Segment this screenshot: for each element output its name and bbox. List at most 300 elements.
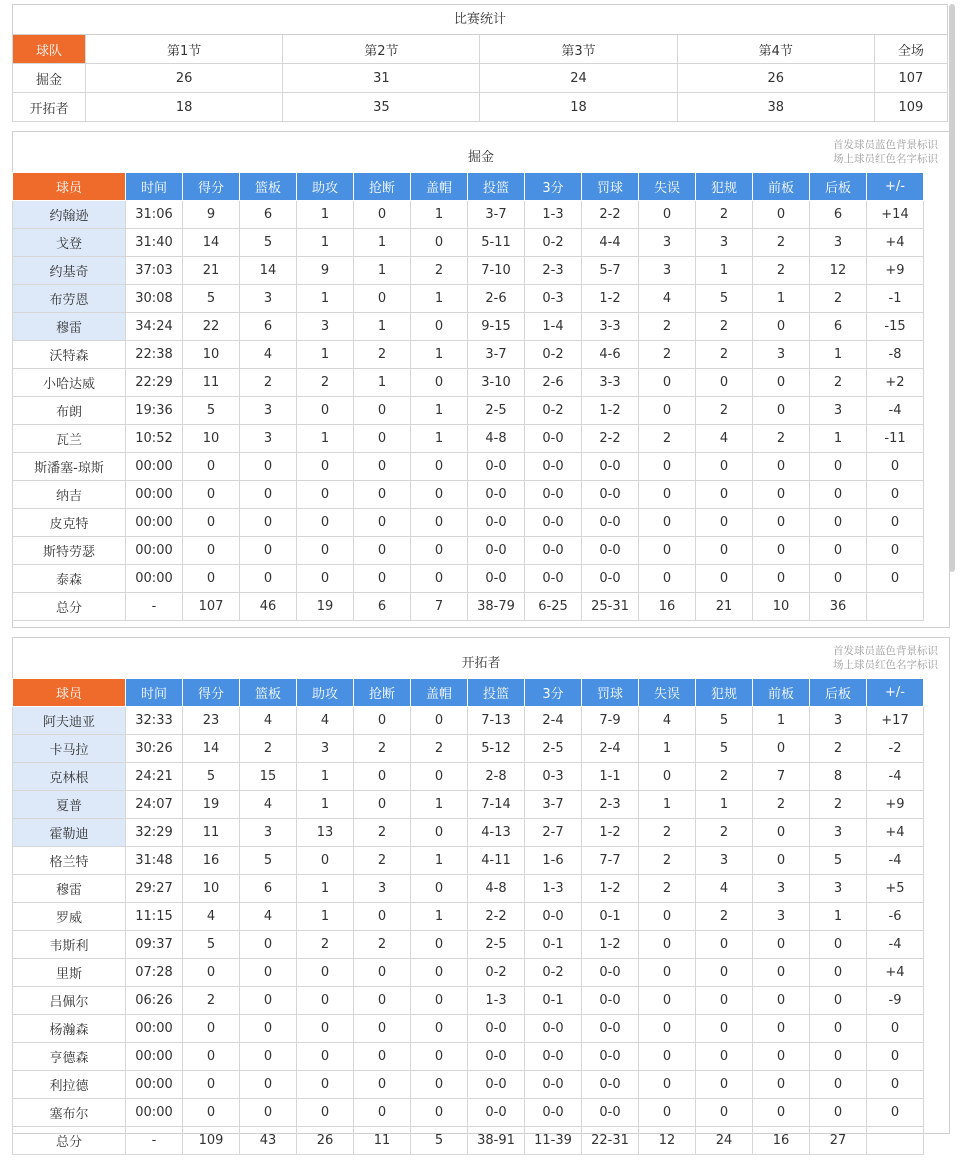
stat-offensive-rebounds: 0: [753, 369, 810, 397]
stat-minutes: 31:48: [126, 847, 183, 875]
total-rebounds: 46: [240, 593, 297, 621]
stat-plus-minus: -8: [867, 341, 924, 369]
stat-steals: 0: [354, 397, 411, 425]
stat-points: 0: [183, 959, 240, 987]
stat-offensive-rebounds: 0: [753, 959, 810, 987]
total-blocks: 5: [411, 1127, 468, 1155]
team-box-title: 开拓者: [461, 656, 501, 671]
vertical-scrollbar[interactable]: [949, 4, 955, 572]
stat-turnovers: 0: [639, 1015, 696, 1043]
stat-three-pointers: 0-0: [525, 1043, 582, 1071]
stat-rebounds: 4: [240, 903, 297, 931]
player-name[interactable]: 格兰特: [13, 847, 126, 875]
stat-points: 5: [183, 931, 240, 959]
player-name[interactable]: 穆雷: [13, 875, 126, 903]
player-name[interactable]: 泰森: [13, 565, 126, 593]
stat-offensive-rebounds: 0: [753, 565, 810, 593]
player-name[interactable]: 纳吉: [13, 481, 126, 509]
stat-three-pointers: 3-7: [525, 791, 582, 819]
stat-minutes: 11:15: [126, 903, 183, 931]
stat-plus-minus: +17: [867, 707, 924, 735]
player-row: [13, 1099, 924, 1127]
stat-offensive-rebounds: 3: [753, 341, 810, 369]
column-header-rebounds: 篮板: [240, 173, 297, 201]
stat-points: 0: [183, 537, 240, 565]
stat-three-pointers: 0-0: [525, 565, 582, 593]
stat-points: 5: [183, 763, 240, 791]
column-header-assists: 助攻: [297, 173, 354, 201]
stat-fouls: 2: [696, 397, 753, 425]
stat-three-pointers: 0-0: [525, 1071, 582, 1099]
player-name[interactable]: 瓦兰: [13, 425, 126, 453]
player-name[interactable]: 亨德森: [13, 1043, 126, 1071]
stat-rebounds: 0: [240, 565, 297, 593]
summary-score: 38: [677, 93, 874, 122]
stat-three-pointers: 1-6: [525, 847, 582, 875]
stat-defensive-rebounds: 0: [810, 931, 867, 959]
stat-defensive-rebounds: 0: [810, 453, 867, 481]
stat-blocks: 0: [411, 369, 468, 397]
player-name[interactable]: 韦斯利: [13, 931, 126, 959]
player-row: [13, 735, 924, 763]
stat-turnovers: 0: [639, 1099, 696, 1127]
stat-three-pointers: 0-2: [525, 341, 582, 369]
stat-plus-minus: 0: [867, 481, 924, 509]
legend-note: [833, 644, 938, 672]
stat-free-throws: 1-2: [582, 285, 639, 313]
stat-assists: 0: [297, 481, 354, 509]
stat-turnovers: 0: [639, 537, 696, 565]
stat-fouls: 0: [696, 565, 753, 593]
stat-turnovers: 2: [639, 425, 696, 453]
stat-points: 10: [183, 425, 240, 453]
stat-turnovers: 3: [639, 229, 696, 257]
stat-minutes: 19:36: [126, 397, 183, 425]
column-header-offensive-rebounds: 前板: [753, 173, 810, 201]
legend-oncourt-note: 场上球员红色名字标识: [833, 153, 938, 165]
stat-defensive-rebounds: 0: [810, 1015, 867, 1043]
stat-three-pointers: 0-0: [525, 425, 582, 453]
column-header-turnovers: 失误: [639, 679, 696, 707]
summary-score: 24: [480, 64, 677, 93]
stat-points: 11: [183, 369, 240, 397]
stat-blocks: 1: [411, 285, 468, 313]
stat-blocks: 0: [411, 313, 468, 341]
stat-offensive-rebounds: 1: [753, 285, 810, 313]
player-name[interactable]: 布朗: [13, 397, 126, 425]
player-row: [13, 847, 924, 875]
stat-field-goals: 0-0: [468, 1043, 525, 1071]
stat-assists: 1: [297, 285, 354, 313]
stat-fouls: 1: [696, 257, 753, 285]
summary-quarter-header: 第4节: [677, 35, 874, 64]
stat-minutes: 32:33: [126, 707, 183, 735]
player-row: [13, 763, 924, 791]
stat-steals: 1: [354, 257, 411, 285]
column-header-points: 得分: [183, 679, 240, 707]
stat-minutes: 00:00: [126, 1071, 183, 1099]
player-name[interactable]: 布劳恩: [13, 285, 126, 313]
stat-minutes: 00:00: [126, 537, 183, 565]
stat-offensive-rebounds: 2: [753, 257, 810, 285]
column-header-steals: 抢断: [354, 679, 411, 707]
stat-minutes: 00:00: [126, 1099, 183, 1127]
column-header-defensive-rebounds: 后板: [810, 173, 867, 201]
stat-defensive-rebounds: 6: [810, 313, 867, 341]
stat-free-throws: 3-3: [582, 313, 639, 341]
stat-steals: 0: [354, 425, 411, 453]
stat-blocks: 0: [411, 1099, 468, 1127]
stat-minutes: 29:27: [126, 875, 183, 903]
stat-turnovers: 0: [639, 397, 696, 425]
stat-defensive-rebounds: 0: [810, 509, 867, 537]
stat-field-goals: 4-8: [468, 425, 525, 453]
stat-fouls: 0: [696, 537, 753, 565]
stat-offensive-rebounds: 2: [753, 791, 810, 819]
stat-assists: 0: [297, 1099, 354, 1127]
stat-defensive-rebounds: 5: [810, 847, 867, 875]
player-name[interactable]: 利拉德: [13, 1071, 126, 1099]
player-row: [13, 341, 924, 369]
stat-fouls: 0: [696, 481, 753, 509]
stat-plus-minus: -11: [867, 425, 924, 453]
stat-free-throws: 1-1: [582, 763, 639, 791]
stat-free-throws: 2-2: [582, 425, 639, 453]
stat-plus-minus: 0: [867, 1071, 924, 1099]
stat-turnovers: 0: [639, 931, 696, 959]
stat-blocks: 1: [411, 397, 468, 425]
total-blocks: 7: [411, 593, 468, 621]
stat-minutes: 00:00: [126, 1015, 183, 1043]
summary-total-score: 109: [874, 93, 947, 122]
stat-blocks: 0: [411, 565, 468, 593]
stat-defensive-rebounds: 3: [810, 397, 867, 425]
stat-plus-minus: 0: [867, 1099, 924, 1127]
stat-defensive-rebounds: 8: [810, 763, 867, 791]
stat-plus-minus: 0: [867, 1015, 924, 1043]
stat-free-throws: 3-3: [582, 369, 639, 397]
stat-defensive-rebounds: 0: [810, 1071, 867, 1099]
stat-turnovers: 0: [639, 987, 696, 1015]
stat-rebounds: 3: [240, 285, 297, 313]
stat-points: 0: [183, 1015, 240, 1043]
player-name[interactable]: 里斯: [13, 959, 126, 987]
stat-rebounds: 15: [240, 763, 297, 791]
column-header-player-name: 球员: [13, 679, 126, 707]
stat-points: 11: [183, 819, 240, 847]
stat-offensive-rebounds: 3: [753, 903, 810, 931]
stat-three-pointers: 0-0: [525, 1099, 582, 1127]
stat-points: 0: [183, 1099, 240, 1127]
stat-free-throws: 1-2: [582, 931, 639, 959]
player-name[interactable]: 克林根: [13, 763, 126, 791]
stat-plus-minus: +5: [867, 875, 924, 903]
stat-free-throws: 1-2: [582, 397, 639, 425]
stat-plus-minus: -4: [867, 763, 924, 791]
player-name[interactable]: 杨瀚森: [13, 1015, 126, 1043]
stat-steals: 0: [354, 1043, 411, 1071]
stat-plus-minus: -4: [867, 931, 924, 959]
player-row: [13, 1043, 924, 1071]
stat-blocks: 0: [411, 453, 468, 481]
stat-field-goals: 7-10: [468, 257, 525, 285]
player-row: [13, 285, 924, 313]
total-turnovers: 12: [639, 1127, 696, 1155]
stat-field-goals: 7-13: [468, 707, 525, 735]
stat-fouls: 5: [696, 707, 753, 735]
stat-field-goals: 2-2: [468, 903, 525, 931]
stat-assists: 9: [297, 257, 354, 285]
team-box-score: [12, 131, 950, 628]
player-name[interactable]: 吕佩尔: [13, 987, 126, 1015]
stat-turnovers: 2: [639, 847, 696, 875]
stat-rebounds: 3: [240, 819, 297, 847]
stat-free-throws: 0-1: [582, 903, 639, 931]
stat-rebounds: 5: [240, 229, 297, 257]
stat-fouls: 4: [696, 875, 753, 903]
stat-field-goals: 2-5: [468, 397, 525, 425]
stat-blocks: 0: [411, 959, 468, 987]
stat-assists: 0: [297, 1015, 354, 1043]
stat-free-throws: 2-2: [582, 201, 639, 229]
stat-assists: 1: [297, 903, 354, 931]
column-header-rebounds: 篮板: [240, 679, 297, 707]
stat-field-goals: 0-0: [468, 453, 525, 481]
stat-plus-minus: 0: [867, 453, 924, 481]
summary-total-header: 全场: [874, 35, 947, 64]
stat-fouls: 5: [696, 285, 753, 313]
stat-offensive-rebounds: 0: [753, 1015, 810, 1043]
stat-rebounds: 0: [240, 481, 297, 509]
stat-free-throws: 0-0: [582, 509, 639, 537]
player-row: [13, 987, 924, 1015]
stat-plus-minus: 0: [867, 1043, 924, 1071]
stat-rebounds: 6: [240, 201, 297, 229]
stat-offensive-rebounds: 0: [753, 453, 810, 481]
column-header-assists: 助攻: [297, 679, 354, 707]
stat-steals: 2: [354, 735, 411, 763]
stat-minutes: 10:52: [126, 425, 183, 453]
stat-blocks: 0: [411, 481, 468, 509]
stat-field-goals: 9-15: [468, 313, 525, 341]
stat-three-pointers: 2-5: [525, 735, 582, 763]
stat-three-pointers: 1-3: [525, 875, 582, 903]
player-name[interactable]: 斯潘塞-琼斯: [13, 453, 126, 481]
stat-minutes: 00:00: [126, 565, 183, 593]
player-stats-table: [12, 678, 924, 1155]
player-row: [13, 257, 924, 285]
player-name[interactable]: 卡马拉: [13, 735, 126, 763]
stat-turnovers: 0: [639, 509, 696, 537]
total-steals: 6: [354, 593, 411, 621]
total-points: 109: [183, 1127, 240, 1155]
stat-fouls: 0: [696, 1099, 753, 1127]
stat-steals: 1: [354, 369, 411, 397]
player-row: [13, 819, 924, 847]
stat-fouls: 0: [696, 369, 753, 397]
stat-steals: 0: [354, 285, 411, 313]
player-name[interactable]: 罗威: [13, 903, 126, 931]
player-stats-table: [12, 172, 924, 621]
player-name[interactable]: 夏普: [13, 791, 126, 819]
stat-points: 2: [183, 987, 240, 1015]
stat-turnovers: 0: [639, 1043, 696, 1071]
stat-minutes: 31:40: [126, 229, 183, 257]
summary-quarter-header: 第2节: [283, 35, 480, 64]
stat-three-pointers: 0-0: [525, 537, 582, 565]
stat-assists: 0: [297, 1043, 354, 1071]
stat-points: 0: [183, 481, 240, 509]
summary-team-name: 开拓者: [13, 93, 86, 122]
player-name[interactable]: 霍勒迪: [13, 819, 126, 847]
stat-free-throws: 0-0: [582, 987, 639, 1015]
summary-score: 18: [480, 93, 677, 122]
stat-defensive-rebounds: 0: [810, 565, 867, 593]
stat-rebounds: 0: [240, 931, 297, 959]
stat-steals: 2: [354, 847, 411, 875]
stat-rebounds: 5: [240, 847, 297, 875]
stat-plus-minus: +2: [867, 369, 924, 397]
stat-blocks: 0: [411, 931, 468, 959]
player-name[interactable]: 塞布尔: [13, 1099, 126, 1127]
total-points: 107: [183, 593, 240, 621]
stat-points: 10: [183, 875, 240, 903]
stat-defensive-rebounds: 2: [810, 735, 867, 763]
stat-defensive-rebounds: 2: [810, 791, 867, 819]
player-name[interactable]: 皮克特: [13, 509, 126, 537]
stat-field-goals: 3-7: [468, 341, 525, 369]
player-name[interactable]: 穆雷: [13, 313, 126, 341]
stat-field-goals: 2-5: [468, 931, 525, 959]
column-header-field-goals: 投篮: [468, 173, 525, 201]
stat-fouls: 2: [696, 201, 753, 229]
player-name[interactable]: 约翰逊: [13, 201, 126, 229]
stat-points: 22: [183, 313, 240, 341]
stat-blocks: 1: [411, 847, 468, 875]
stat-free-throws: 2-3: [582, 791, 639, 819]
player-name[interactable]: 阿夫迪亚: [13, 707, 126, 735]
stat-points: 0: [183, 1071, 240, 1099]
player-row: [13, 565, 924, 593]
stat-free-throws: 0-0: [582, 1071, 639, 1099]
stat-assists: 1: [297, 425, 354, 453]
stat-turnovers: 0: [639, 369, 696, 397]
stat-blocks: 1: [411, 201, 468, 229]
stat-plus-minus: +14: [867, 201, 924, 229]
stat-turnovers: 3: [639, 257, 696, 285]
stat-defensive-rebounds: 12: [810, 257, 867, 285]
stat-rebounds: 0: [240, 987, 297, 1015]
stat-three-pointers: 0-0: [525, 1015, 582, 1043]
stat-defensive-rebounds: 3: [810, 707, 867, 735]
stat-steals: 0: [354, 481, 411, 509]
stat-rebounds: 6: [240, 313, 297, 341]
stat-plus-minus: -4: [867, 397, 924, 425]
stat-defensive-rebounds: 3: [810, 229, 867, 257]
stat-free-throws: 0-0: [582, 959, 639, 987]
stat-minutes: 30:08: [126, 285, 183, 313]
stat-offensive-rebounds: 0: [753, 987, 810, 1015]
stat-turnovers: 2: [639, 313, 696, 341]
stat-turnovers: 0: [639, 959, 696, 987]
stat-rebounds: 4: [240, 791, 297, 819]
player-name[interactable]: 小哈达威: [13, 369, 126, 397]
stat-plus-minus: 0: [867, 537, 924, 565]
stat-three-pointers: 0-2: [525, 397, 582, 425]
stat-plus-minus: -6: [867, 903, 924, 931]
player-name[interactable]: 约基奇: [13, 257, 126, 285]
stat-field-goals: 0-0: [468, 1015, 525, 1043]
total-offensive-rebounds: 16: [753, 1127, 810, 1155]
player-name[interactable]: 沃特森: [13, 341, 126, 369]
stat-fouls: 0: [696, 1015, 753, 1043]
summary-total-score: 107: [874, 64, 947, 93]
stat-blocks: 1: [411, 425, 468, 453]
stat-assists: 2: [297, 931, 354, 959]
stat-free-throws: 0-0: [582, 1043, 639, 1071]
stat-minutes: 24:21: [126, 763, 183, 791]
stat-offensive-rebounds: 0: [753, 397, 810, 425]
totals-label: 总分: [13, 593, 126, 621]
stat-assists: 1: [297, 229, 354, 257]
stat-free-throws: 2-4: [582, 735, 639, 763]
stat-offensive-rebounds: 2: [753, 229, 810, 257]
stat-defensive-rebounds: 1: [810, 425, 867, 453]
stat-three-pointers: 1-4: [525, 313, 582, 341]
stat-offensive-rebounds: 2: [753, 425, 810, 453]
stat-plus-minus: -4: [867, 847, 924, 875]
stat-steals: 0: [354, 707, 411, 735]
player-name[interactable]: 斯特劳瑟: [13, 537, 126, 565]
player-name[interactable]: 戈登: [13, 229, 126, 257]
stat-assists: 1: [297, 341, 354, 369]
stat-turnovers: 0: [639, 763, 696, 791]
stat-offensive-rebounds: 3: [753, 875, 810, 903]
stat-field-goals: 5-11: [468, 229, 525, 257]
stat-assists: 3: [297, 313, 354, 341]
stat-points: 14: [183, 735, 240, 763]
stat-turnovers: 0: [639, 453, 696, 481]
stat-free-throws: 4-6: [582, 341, 639, 369]
stat-offensive-rebounds: 0: [753, 201, 810, 229]
stat-points: 16: [183, 847, 240, 875]
stat-field-goals: 0-0: [468, 1099, 525, 1127]
stat-plus-minus: -1: [867, 285, 924, 313]
total-minutes: -: [126, 593, 183, 621]
stat-plus-minus: 0: [867, 509, 924, 537]
stat-plus-minus: +4: [867, 959, 924, 987]
stat-steals: 1: [354, 313, 411, 341]
stat-defensive-rebounds: 3: [810, 875, 867, 903]
column-header-blocks: 盖帽: [411, 679, 468, 707]
stat-field-goals: 4-13: [468, 819, 525, 847]
stat-points: 0: [183, 1043, 240, 1071]
player-row: [13, 875, 924, 903]
stat-assists: 0: [297, 847, 354, 875]
total-plus-minus: [867, 1127, 924, 1155]
stat-assists: 0: [297, 453, 354, 481]
stat-steals: 0: [354, 1015, 411, 1043]
total-assists: 19: [297, 593, 354, 621]
stat-three-pointers: 2-6: [525, 369, 582, 397]
stat-rebounds: 0: [240, 1043, 297, 1071]
stat-field-goals: 0-0: [468, 1071, 525, 1099]
stat-rebounds: 4: [240, 707, 297, 735]
stat-rebounds: 4: [240, 341, 297, 369]
player-row: [13, 791, 924, 819]
stat-steals: 0: [354, 987, 411, 1015]
stat-defensive-rebounds: 1: [810, 341, 867, 369]
